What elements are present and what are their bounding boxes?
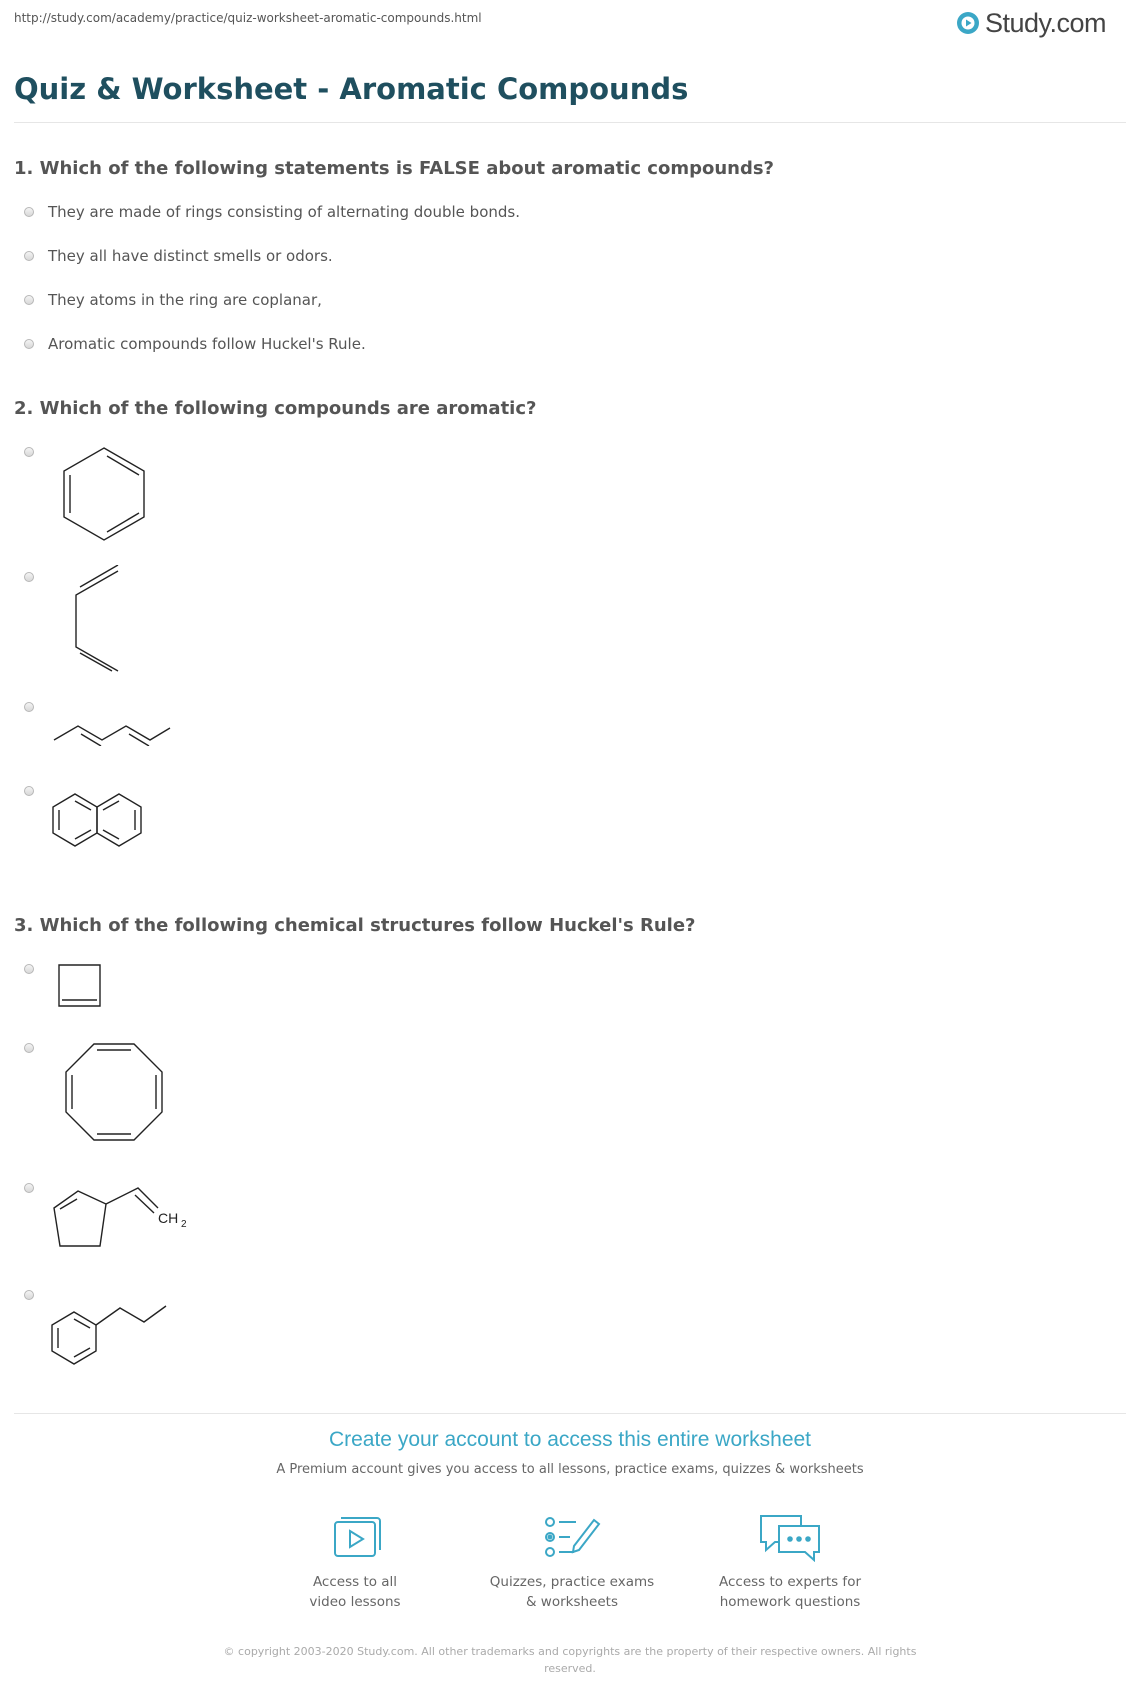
feature-label-line2: homework questions [719, 1594, 861, 1610]
radio-button[interactable] [24, 339, 34, 349]
q1-option-2[interactable] [24, 246, 333, 266]
q3-option-2-structure[interactable] [60, 1036, 170, 1146]
q1-option-4[interactable] [24, 334, 366, 354]
radio-button[interactable] [24, 295, 34, 305]
question-2: 2. Which of the following compounds are aromatic? [14, 398, 537, 419]
title-divider [14, 122, 1126, 123]
option-text: They all have distinct smells or odors. [48, 247, 333, 265]
q1-option-3[interactable] [24, 290, 322, 310]
question-1: 1. Which of the following statements is FALSE about aromatic compounds? [14, 158, 774, 179]
option-text: They atoms in the ring are coplanar, [48, 291, 322, 309]
q2-option-4-structure[interactable] [50, 790, 150, 850]
feature-label-line2: & worksheets [525, 1594, 618, 1610]
option-text: They are made of rings consisting of alternating double bonds. [48, 203, 520, 221]
q3-option-1-radio[interactable] [24, 964, 34, 974]
cta-title[interactable]: Create your account to access this entire worksheet [328, 1428, 812, 1451]
question-3: 3. Which of the following chemical structures follow Huckel's Rule? [14, 915, 696, 936]
q3-option-3-radio[interactable] [24, 1183, 34, 1193]
q3-option-4-structure[interactable] [48, 1290, 178, 1370]
study-logo[interactable] [956, 6, 1106, 40]
video-lessons-icon [327, 1512, 383, 1562]
q2-option-2-radio[interactable] [24, 572, 34, 582]
q1-option-1[interactable] [24, 202, 520, 222]
cta-subtitle: A Premium account gives you access to all lessons, practice exams, quizzes & worksheets [276, 1462, 864, 1477]
study-play-icon [956, 11, 980, 35]
radio-button[interactable] [24, 251, 34, 261]
feature-label-line1: Quizzes, practice exams [489, 1574, 655, 1590]
copyright [0, 1643, 1140, 1677]
quiz-checklist-icon [542, 1512, 602, 1562]
q2-option-3-radio[interactable] [24, 702, 34, 712]
page-title: Quiz & Worksheet - Aromatic Compounds [14, 72, 689, 106]
q2-option-1-radio[interactable] [24, 447, 34, 457]
q2-option-2-structure[interactable] [70, 565, 130, 675]
q2-option-3-structure[interactable] [52, 712, 172, 746]
feature-label-line1: Access to experts for [718, 1574, 861, 1590]
feature-video-lessons [255, 1512, 455, 1612]
ch2-label: CH [158, 1210, 179, 1226]
ch2-subscript: 2 [181, 1219, 187, 1230]
page-url: http://study.com/academy/practice/quiz-worksheet-aromatic-compounds.html [14, 11, 482, 25]
q3-option-3-structure[interactable] [50, 1186, 200, 1256]
q3-option-1-structure[interactable] [56, 962, 106, 1012]
section-divider [14, 1413, 1126, 1414]
q2-option-1-structure[interactable] [56, 440, 156, 550]
copyright-line2: reserved. [544, 1662, 596, 1675]
radio-button[interactable] [24, 207, 34, 217]
feature-label-line2: video lessons [309, 1594, 401, 1610]
copyright-line1: © copyright 2003-2020 Study.com. All other trademarks and copyrights are the property of their respective owners. All rights [223, 1645, 917, 1658]
q2-option-4-radio[interactable] [24, 786, 34, 796]
option-text: Aromatic compounds follow Huckel's Rule. [48, 335, 366, 353]
q3-option-2-radio[interactable] [24, 1043, 34, 1053]
feature-quizzes [472, 1512, 672, 1612]
feature-experts [690, 1512, 890, 1612]
logo-text: Study.com [985, 7, 1107, 38]
feature-label-line1: Access to all [312, 1574, 398, 1590]
q3-option-4-radio[interactable] [24, 1290, 34, 1300]
chat-experts-icon [757, 1512, 823, 1562]
